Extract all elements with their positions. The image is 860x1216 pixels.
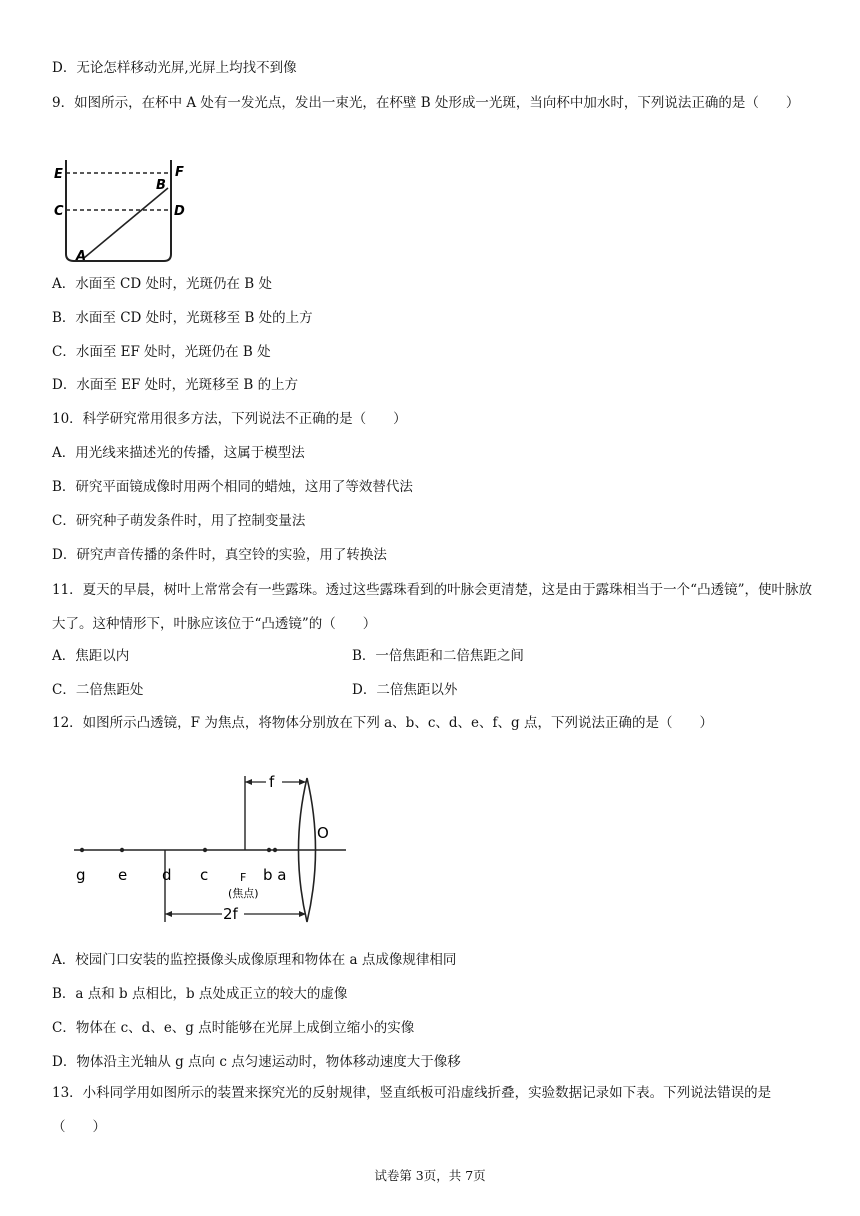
label-g: g <box>76 866 86 884</box>
label-e: e <box>118 866 128 884</box>
q9-option-b: B．水面至 CD 处时，光斑移至 B 处的上方 <box>52 310 313 326</box>
q13-stem: 13．小科同学用如图所示的装置来探究光的反射规律，竖直纸板可沿虚线折叠，实验数据记录如下表。下列说法错误的是（ ） <box>52 1085 772 1135</box>
q12-option-b: B．a 点和 b 点相比，b 点处成正立的较大的虚像 <box>52 986 348 1002</box>
point-c <box>203 848 207 852</box>
point-g <box>80 848 84 852</box>
label-C: C <box>54 204 64 219</box>
q11-stem: 11．夏天的早晨，树叶上常常会有一些露珠。透过这些露珠看到的叶脉会更清楚，这是由于露珠相当于一个“凸透镜”，使叶脉放大了。这种情形下，叶脉应该位于“凸透镜”的（ ） <box>52 582 812 632</box>
q12-option-c: C．物体在 c、d、e、g 点时能够在光屏上成倒立缩小的实像 <box>52 1020 415 1036</box>
q9-cup-figure <box>52 156 192 266</box>
q9-stem: 9．如图所示，在杯中 A 处有一发光点，发出一束光，在杯壁 B 处形成一光斑，当向杯中加水时，下列说法正确的是（ ） <box>52 95 800 111</box>
point-e <box>120 848 124 852</box>
q12-option-a: A．校园门口安装的监控摄像头成像原理和物体在 a 点成像规律相同 <box>52 952 457 968</box>
label-A: A <box>76 249 87 264</box>
label-F: F <box>175 165 184 180</box>
label-D: D <box>174 204 185 219</box>
q9-option-c: C．水面至 EF 处时，光斑仍在 B 处 <box>52 344 271 360</box>
q11-option-b: B．一倍焦距和二倍焦距之间 <box>352 648 524 664</box>
q11-option-d: D．二倍焦距以外 <box>352 682 458 698</box>
label-focus: (焦点) <box>228 887 259 900</box>
q12-stem: 12．如图所示凸透镜，F 为焦点，将物体分别放在下列 a、b、c、d、e、f、g 点，下列说法正确的是（ ） <box>52 715 713 731</box>
q10-stem: 10．科学研究常用很多方法，下列说法不正确的是（ ） <box>52 411 407 427</box>
q11-option-c: C．二倍焦距处 <box>52 682 144 698</box>
point-a <box>273 848 277 852</box>
q10-option-c: C．研究种子萌发条件时，用了控制变量法 <box>52 513 306 529</box>
q10-option-a: A．用光线来描述光的传播，这属于模型法 <box>52 445 305 461</box>
q12-option-d: D．物体沿主光轴从 g 点向 c 点匀速运动时，物体移动速度大于像移 <box>52 1054 461 1070</box>
q12-lens-figure <box>70 766 360 928</box>
q9-option-a: A．水面至 CD 处时，光斑仍在 B 处 <box>52 276 272 292</box>
label-B: B <box>156 178 166 193</box>
label-E: E <box>54 167 63 182</box>
label-c: c <box>200 866 209 884</box>
label-O: O <box>317 824 329 842</box>
label-F: F <box>240 871 247 884</box>
q9-option-d: D．水面至 EF 处时，光斑移至 B 的上方 <box>52 377 299 393</box>
light-ray <box>84 188 168 258</box>
q11-option-a: A．焦距以内 <box>52 648 130 664</box>
q8-option-d: D．无论怎样移动光屏,光屏上均找不到像 <box>52 60 297 76</box>
label-ba: b a <box>263 866 287 884</box>
page-footer: 试卷第 3页，共 7页 <box>374 1168 486 1183</box>
q10-option-b: B．研究平面镜成像时用两个相同的蜡烛，这用了等效替代法 <box>52 479 413 495</box>
label-2f: 2f <box>223 905 238 923</box>
label-f: f <box>269 773 275 791</box>
label-d: d <box>162 866 172 884</box>
point-b <box>267 848 271 852</box>
q10-option-d: D．研究声音传播的条件时，真空铃的实验，用了转换法 <box>52 547 387 563</box>
